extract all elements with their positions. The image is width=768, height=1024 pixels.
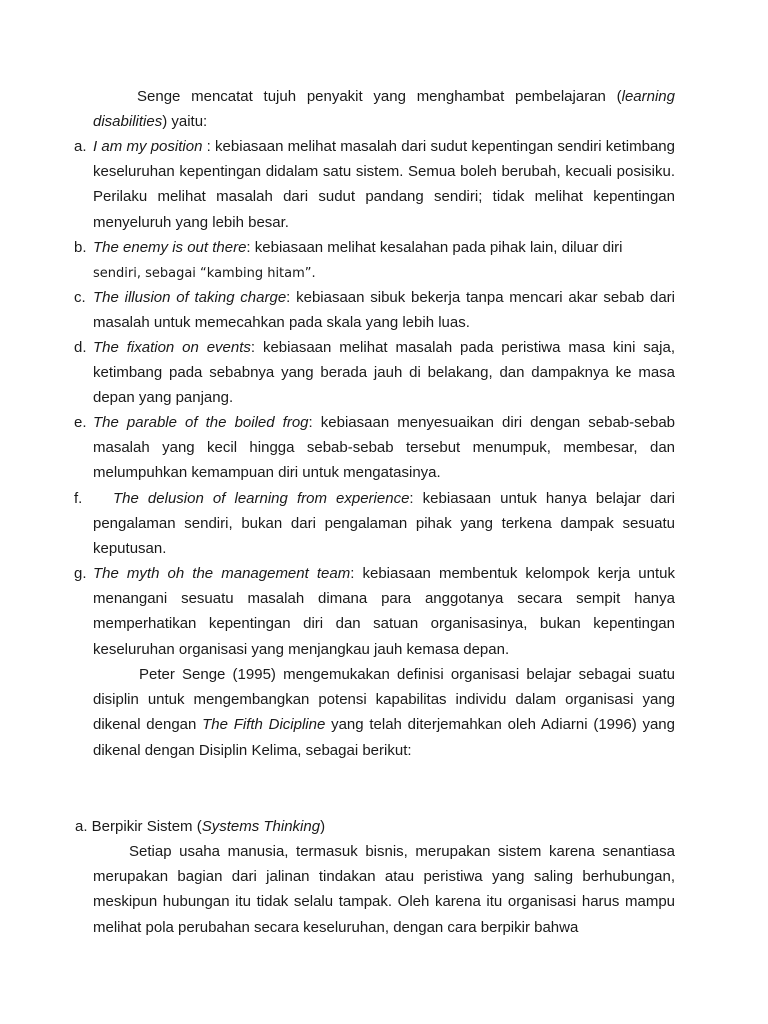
list-item-term: The enemy is out there	[93, 239, 247, 256]
list-marker: f.	[74, 490, 83, 507]
list-item-text: : kebiasaan melihat masalah pada peristiwa masa kini saja, ketimbang pada sebabnya yang berada jauh di belakang, dan dampaknya ke masa depan yang panjang.	[93, 339, 675, 407]
list-item-b	[74, 235, 675, 286]
list-item-text: : kebiasaan membentuk kelompok kerja untuk menangani sesuatu masalah dimana para anggotanya secara sempit hanya memperhatikan kepentingan diri dan satuan organisasinya, bukan kepentingan keseluruhan organisasi yang menjangkau jauh kemasa depan.	[93, 565, 675, 658]
list-item-term: The myth oh the management team	[93, 565, 351, 582]
list-item-d	[74, 335, 675, 411]
section-heading-term: Systems Thinking	[201, 818, 321, 835]
list-item-term: The delusion of learning from experience	[113, 490, 410, 507]
list-item-term: The illusion of taking charge	[93, 289, 287, 306]
list-item-text: : kebiasaan menyesuaikan diri dengan sebab-sebab masalah yang kecil hingga sebab-sebab tersebut menumpuk, membesar, dan melumpuhkan kemampuan diri untuk mengatasinya.	[93, 414, 675, 482]
list-item-text: : kebiasaan melihat kesalahan pada pihak lain, diluar diri	[246, 239, 623, 256]
list-item-g	[74, 561, 675, 662]
list-marker: b.	[74, 239, 87, 256]
list-item-f	[74, 486, 676, 562]
list-item-text: : kebiasaan melihat masalah dari sudut kepentingan sendiri ketimbang keseluruhan kepentingan didalam satu sistem. Semua boleh berubah, kecuali posisiku. Perilaku melihat masalah dari sudut pandang sendiri; tidak melihat kepentingan menyeluruh yang lebih besar.	[93, 138, 675, 231]
list-item-c	[74, 285, 675, 335]
section-paragraph: Setiap usaha manusia, termasuk bisnis, merupakan sistem karena senantiasa merupakan bagian dari jalinan tindakan atau peristiwa yang saling berhubungan, meskipun hubungan itu tidak selalu tampak. Oleh karena itu organisasi harus mampu melihat pola perubahan secara keseluruhan, dengan cara berpikir bahwa	[93, 843, 675, 936]
list-item-term: The parable of the boiled frog	[93, 414, 309, 431]
list-marker: c.	[74, 289, 86, 306]
list-item-term: The fixation on events	[93, 339, 251, 356]
senge-paragraph: Peter Senge (1995) mengemukakan definisi organisasi belajar sebagai suatu disiplin untuk mengembangkan potensi kapabilitas individu dalam organisasi yang dikenal dengan The Fifth Dicipline yang telah diterjemahkan oleh Adiarni (1996) yang dikenal dengan Disiplin Kelima, sebagai berikut:	[93, 666, 675, 759]
intro-paragraph: Senge mencatat tujuh penyakit yang menghambat pembelajaran (learning disabilities) yaitu:	[93, 88, 675, 131]
list-item-text-continued: sendiri, sebagai “kambing hitam”.	[93, 266, 316, 282]
list-item-e	[74, 410, 675, 486]
list-item-text: : kebiasaan sibuk bekerja tanpa mencari akar sebab dari masalah untuk memecahkan pada skala yang lebih luas.	[93, 289, 675, 332]
list-marker: d.	[74, 339, 87, 356]
list-marker: e.	[74, 414, 87, 431]
section-heading: a. Berpikir Sistem (Systems Thinking)	[75, 818, 326, 835]
list-marker: g.	[74, 565, 87, 582]
list-marker: a.	[74, 138, 87, 155]
list-item-text: : kebiasaan untuk hanya belajar dari pengalaman sendiri, bukan dari pengalaman pihak yang terkena dampak sesuatu keputusan.	[93, 490, 676, 558]
list-item-a	[74, 134, 675, 235]
list-item-term: I am my position	[93, 138, 203, 155]
intro-term: learning disabilities	[93, 88, 675, 131]
senge-term: The Fifth Dicipline	[202, 716, 326, 734]
